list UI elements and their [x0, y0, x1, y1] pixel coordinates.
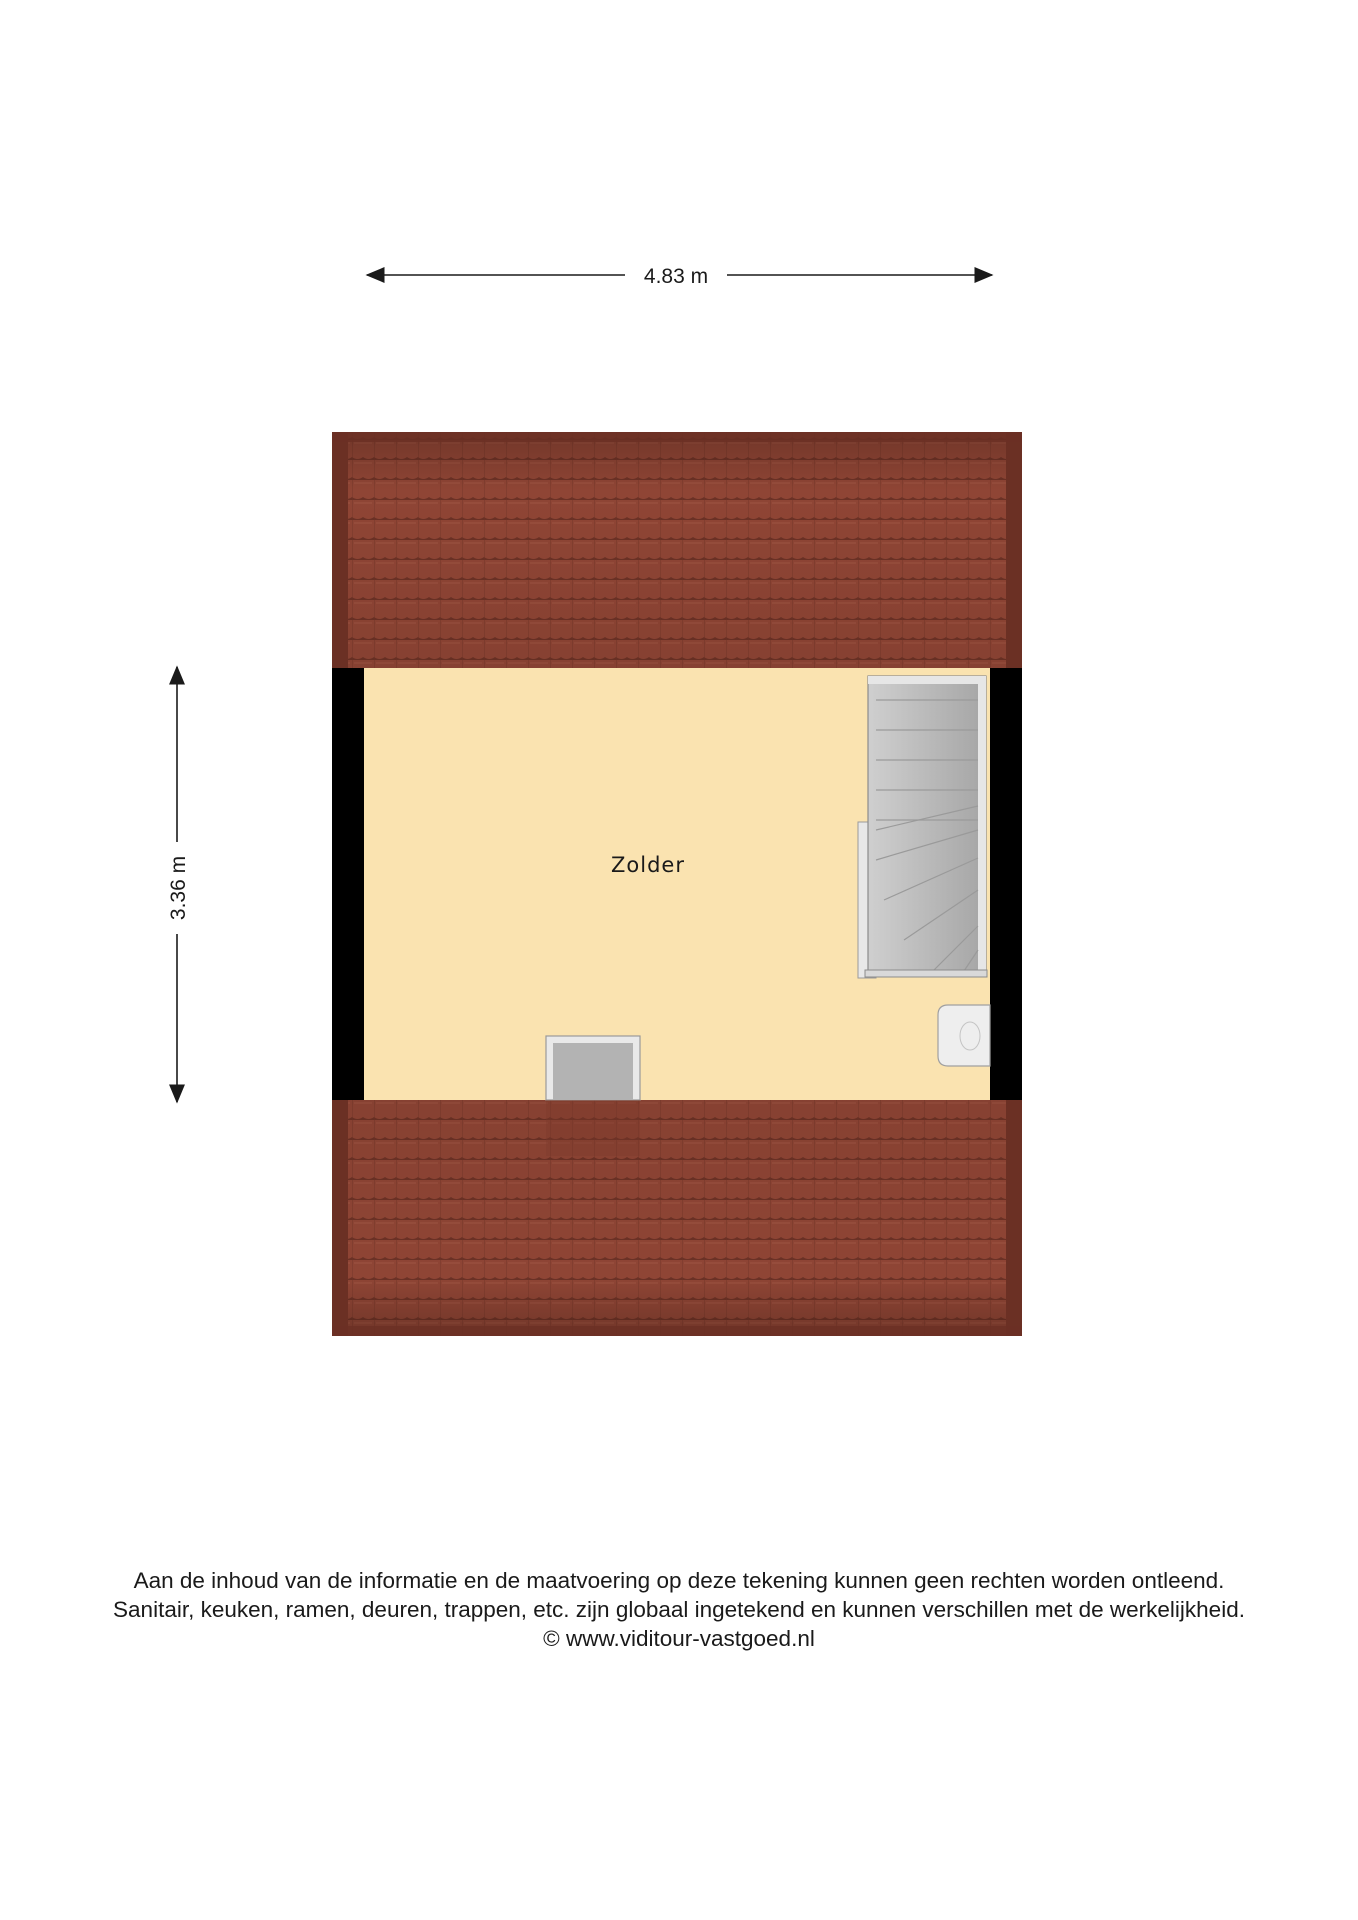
disclaimer	[0, 1566, 1358, 1653]
small-fixture	[938, 1005, 990, 1066]
staircase	[858, 676, 987, 978]
disclaimer-line-2: Sanitair, keuken, ramen, deuren, trappen, etc. zijn globaal ingetekend en kunnen verschillen met de werkelijkheid.	[113, 1597, 1245, 1622]
disclaimer-line-1: Aan de inhoud van de informatie en de maatvoering op deze tekening kunnen geen rechten worden ontleend.	[133, 1568, 1225, 1593]
roof-top	[332, 432, 1022, 668]
room-label-zolder: Zolder	[611, 853, 685, 877]
wall-right	[990, 668, 1022, 1100]
roof-bottom	[332, 1100, 1022, 1336]
wall-left	[332, 668, 364, 1100]
width-dimension-label: 4.83 m	[643, 265, 709, 288]
depth-dimension-label: 3.36 m	[167, 855, 190, 921]
floor-hatch	[546, 1036, 640, 1156]
building	[332, 432, 1022, 1336]
copyright-notice: © www.viditour-vastgoed.nl	[543, 1626, 815, 1651]
depth-dimension	[167, 667, 190, 1102]
width-dimension	[367, 265, 992, 288]
